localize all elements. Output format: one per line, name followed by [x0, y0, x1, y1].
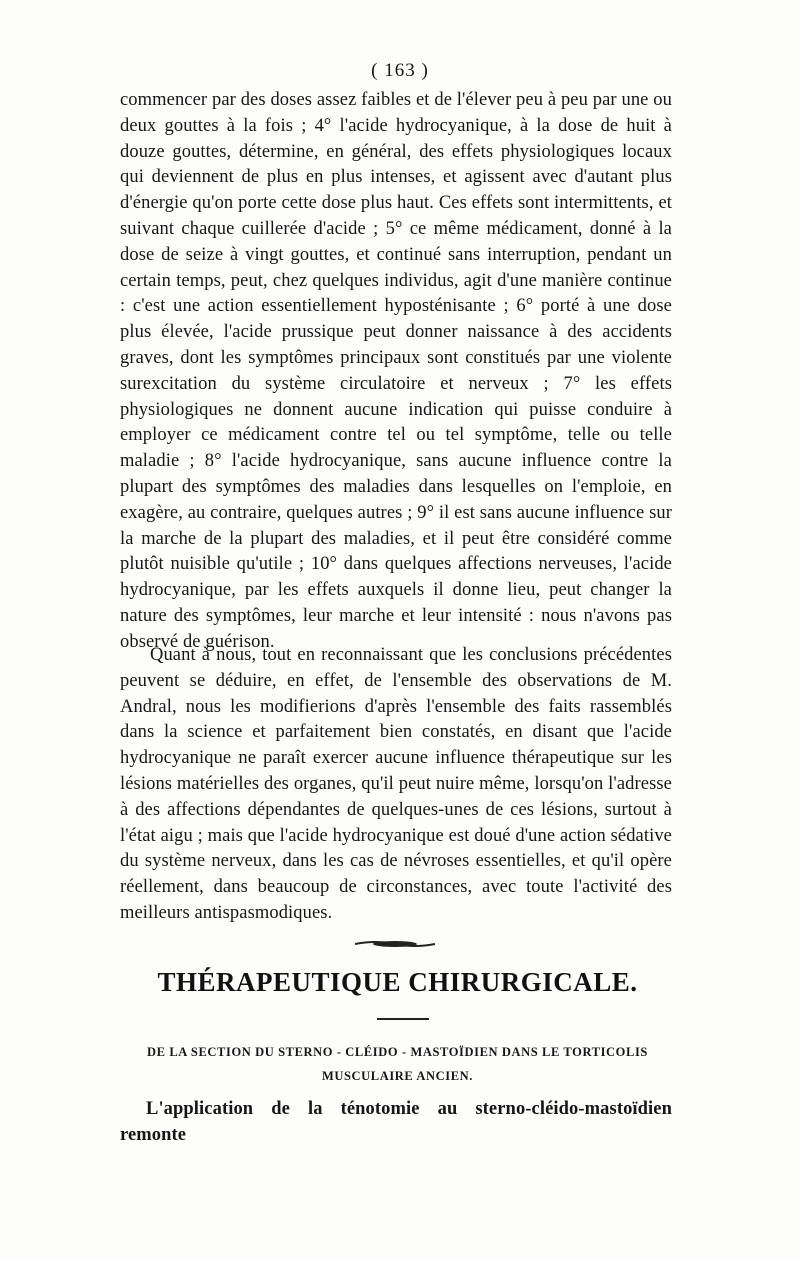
- section-title: THÉRAPEUTIQUE CHIRURGICALE.: [157, 967, 638, 997]
- body-paragraph-1: [120, 88, 672, 656]
- section-subtitle: [120, 1040, 675, 1088]
- paragraph-text: commencer par des doses assez faibles et de l'élever peu à peu par une ou deux gouttes à la fois ; 4° l'acide hydrocyanique, à la dose de huit à douze gouttes, détermine, en général, des effets physiologiques locaux qui deviennent de plus en plus intenses, et agissent avec d'autant plus d'énergie qu'on porte cette dose plus haut. Ces effets sont intermittents, et suivant chaque cuillerée d'acide ; 5° ce même médicament, donné à la dose de seize à vingt gouttes, et continué sans interruption, pendant un certain temps, peut, chez quelques individus, agit d'une manière continue : c'est une action essentiellement hyposténisante ; 6° porté à une dose plus élevée, l'acide prussique peut donner naissance à des accidents graves, dont les symptômes principaux sont constitués par une violente surexcitation du système circulatoire et nerveux ; 7° les effets physiologiques ne donnent aucune indication qui puisse conduire à employer ce médicament contre tel ou tel symptôme, telle ou telle maladie ; 8° l'acide hydrocyanique, sans aucune influence contre la plupart des symptômes des maladies dans lesquelles on l'emploie, en exagère, au contraire, quelques autres ; 9° il est sans aucune influence sur la marche de la plupart des maladies, et il peut être considéré comme plutôt nuisible qu'utile ; 10° dans quelques affections nerveuses, l'acide hydrocyanique, par les effets auxquels il donne lieu, peut changer la nature des symptômes, leur marche et leur intensité : nous n'avons pas observé de guérison.: [120, 90, 672, 652]
- page-number: ( 163 ): [371, 60, 429, 81]
- title-underline-rule: [377, 1018, 429, 1020]
- subtitle-line: MUSCULAIRE ANCIEN.: [321, 1069, 474, 1083]
- closing-line: [120, 1097, 672, 1149]
- ornament-divider-icon: [355, 940, 435, 948]
- subtitle-line: DE LA SECTION DU STERNO - CLÉIDO - MASTOÏDIEN DANS LE TORTICOLIS: [147, 1045, 648, 1059]
- paragraph-text: L'application de la ténotomie au sterno-cléido-mastoïdien remonte: [120, 1099, 672, 1145]
- body-paragraph-2: [120, 643, 672, 927]
- paragraph-text: Quant à nous, tout en reconnaissant que les conclusions précédentes peuvent se déduire, en effet, de l'ensemble des observations de M. Andral, nous les modifierions d'après l'ensemble des faits rassemblés dans la science et parfaitement bien constatés, en disant que l'acide hydrocyanique ne paraît exercer aucune influence thérapeutique sur les lésions matérielles des organes, qu'il peut nuire même, lorsqu'on l'adresse à des affections dépendantes de quelques-unes de ces lésions, surtout à l'état aigu ; mais que l'acide hydrocyanique est doué d'une action sédative du système nerveux, dans les cas de névroses essentielles, et qu'il opère réellement, dans beaucoup de circonstances, avec toute l'activité des meilleurs antispasmodiques.: [120, 645, 672, 923]
